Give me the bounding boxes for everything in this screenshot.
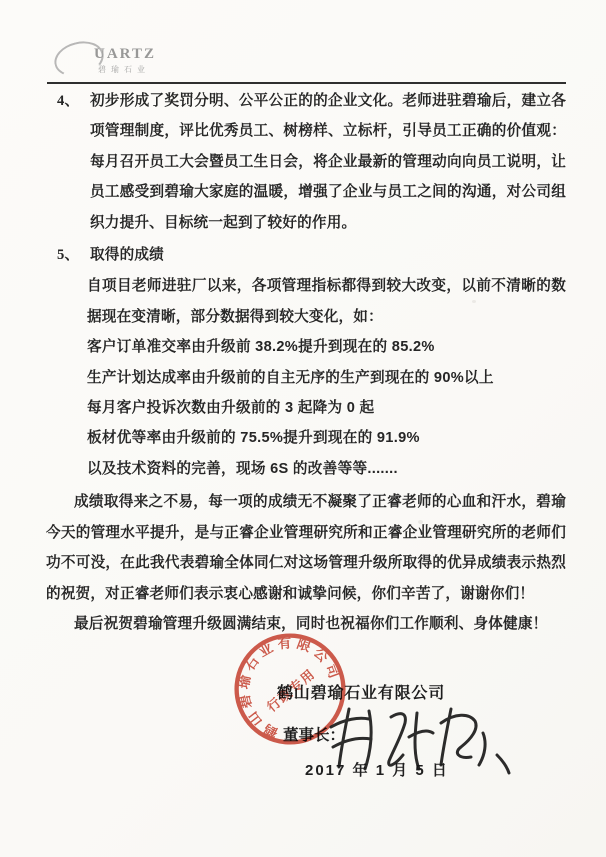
- logo-brand-text: UARTZ: [94, 46, 156, 62]
- item-5-number: 5、: [57, 247, 80, 264]
- item-4-number: 4、: [57, 93, 80, 109]
- letter-body: [0, 86, 606, 639]
- numbered-item-4: [57, 86, 566, 238]
- closing-paragraph-2: 最后祝贺碧瑜管理升级圆满结束，同时也祝福你们工作顺利、身体健康！: [74, 615, 548, 632]
- signer-company-name: 鹤山碧瑜石业有限公司: [277, 685, 446, 702]
- scan-smudge: [418, 520, 423, 524]
- achievement-complaints: 每月客户投诉次数由升级前的 3 起降为 0 起: [87, 400, 375, 417]
- scan-smudge: [500, 157, 504, 160]
- item-4-text: 初步形成了奖罚分明、公平公正的的企业文化。老师进驻碧瑜后，建立各项管理制度，评比优秀员工、树榜样、立标杆，引导员工正确的价值观：每月召开员工大会暨员工生日会，将企业最新的管理动向向员工说明，让员工感受到碧瑜大家庭的温暖，增强了企业与员工之间的沟通，对公司组织力提升、目标统一起到了较好的作用。: [90, 93, 566, 231]
- achievement-plan-rate: 生产计划达成率由升级前的自主无序的生产到现在的 90%以上: [87, 369, 494, 386]
- chairman-signature: [325, 703, 515, 783]
- company-logo: [54, 40, 194, 84]
- closing-paragraph-1: 成绩取得来之不易，每一项的成绩无不凝聚了正睿老师的心血和汗水，碧瑜今天的管理水平提升，是与正睿企业管理研究所和正睿企业管理研究所的老师们功不可没，在此我代表碧瑜全体同仁对这场管理升级所取得的优异成绩表示热烈的祝贺，对正睿老师们表示衷心感谢和诚挚问候，你们辛苦了，谢谢你们！: [46, 494, 566, 602]
- chairman-title: 董事长：: [283, 727, 346, 744]
- section-5-intro: 自项目老师进驻厂以来，各项管理指标都得到较大改变，以前不清晰的数据现在变清晰，部分数据得到较大变化，如：: [87, 278, 566, 325]
- achievement-misc: 以及技术资料的完善，现场 6S 的改善等等.......: [87, 460, 398, 477]
- scan-smudge: [472, 300, 476, 303]
- stamp-ring-text: 鹤山碧瑜石业有限公司: [235, 635, 344, 741]
- stamp-inner-text: 行政专用: [264, 665, 319, 715]
- numbered-item-5: [57, 240, 566, 270]
- achievement-sheet-quality: 板材优等率由升级前的 75.5%提升到现在的 91.9%: [87, 430, 420, 447]
- achievements-list: [87, 332, 566, 484]
- item-5-heading: 取得的成绩: [90, 247, 164, 264]
- logo-chinese-subtext: 碧瑜石业: [98, 65, 150, 74]
- achievement-order-rate: 客户订单准交率由升级前 38.2%提升到现在的 85.2%: [87, 339, 435, 356]
- header-divider: [47, 82, 566, 84]
- letter-date: 2017 年 1 月 5 日: [305, 762, 449, 779]
